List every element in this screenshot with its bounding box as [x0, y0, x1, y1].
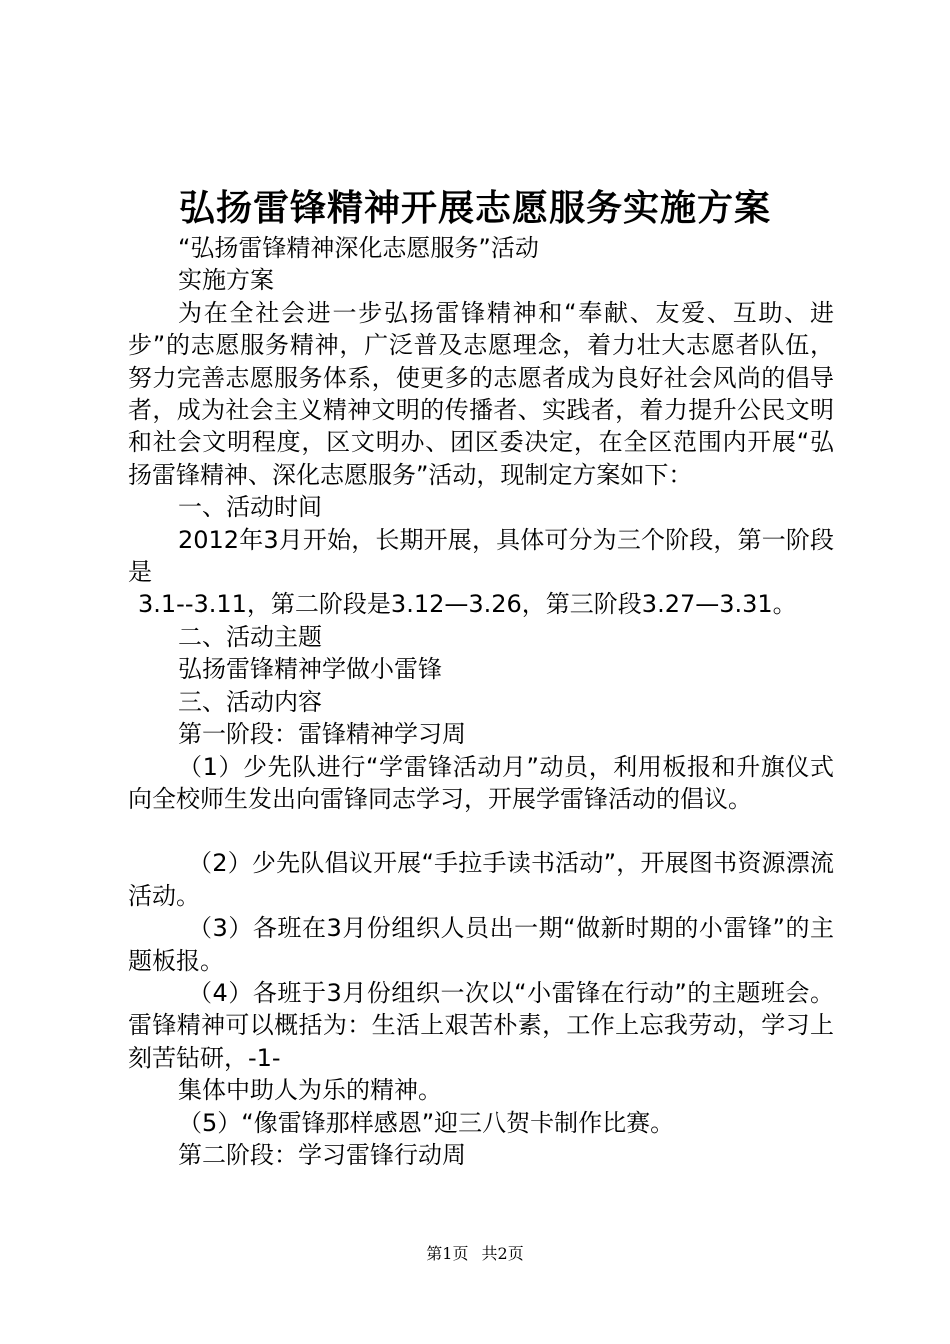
- paragraph-stages: 3.1--3.11，第二阶段是3.12—3.26，第三阶段3.27—3.31。: [138, 590, 797, 619]
- section-heading-time: 一、活动时间: [178, 493, 322, 522]
- section-heading-content: 三、活动内容: [178, 687, 322, 716]
- stage-two-heading: 第二阶段：学习雷锋行动周: [178, 1140, 466, 1169]
- list-item: （1）少先队进行“学雷锋活动月”动员，利用板报和升旗仪式向全校师生发出向雷锋同志学习，开展学雷锋活动的倡议。: [128, 752, 834, 813]
- document-title: 弘扬雷锋精神开展志愿服务实施方案: [178, 187, 771, 229]
- page-number: 第1页: [426, 1244, 469, 1263]
- stage-one-heading: 第一阶段：雷锋精神学习周: [178, 720, 466, 749]
- page-total: 共2页: [481, 1244, 524, 1263]
- paragraph-theme: 弘扬雷锋精神学做小雷锋: [178, 655, 442, 684]
- section-heading-theme: 二、活动主题: [178, 622, 322, 651]
- list-item: （2）少先队倡议开展“手拉手读书活动”，开展图书资源漂流活动。: [128, 849, 834, 910]
- document-body: [128, 232, 834, 1171]
- list-item: （4）各班于3月份组织一次以“小雷锋在行动”的主题班会。雷锋精神可以概括为：生活上艰苦朴素，工作上忘我劳动，学习上刻苦钻研，-1-: [128, 978, 834, 1072]
- paragraph-intro: 为在全社会进一步弘扬雷锋精神和“奉献、友爱、互助、进步”的志愿服务精神，广泛普及志愿理念，着力壮大志愿者队伍，努力完善志愿服务体系，使更多的志愿者成为良好社会风尚的倡导者，成为社会主义精神文明的传播者、实践者，着力提升公民文明和社会文明程度，区文明办、团区委决定，在全区范围内开展“弘扬雷锋精神、深化志愿服务”活动，现制定方案如下：: [128, 298, 834, 489]
- paragraph-time: 2012年3月开始，长期开展，具体可分为三个阶段，第一阶段是: [128, 525, 834, 587]
- paragraph-subtitle: “弘扬雷锋精神深化志愿服务”活动: [178, 234, 539, 262]
- paragraph-subtitle-2: 实施方案: [178, 266, 274, 295]
- page-footer: [0, 1243, 950, 1265]
- blank-line: [128, 815, 834, 847]
- paragraph-continuation: 集体中助人为乐的精神。: [178, 1076, 442, 1105]
- list-item: （3）各班在3月份组织人员出一期“做新时期的小雷锋”的主题板报。: [128, 914, 834, 975]
- list-item: （5）“像雷锋那样感恩”迎三八贺卡制作比赛。: [178, 1108, 675, 1137]
